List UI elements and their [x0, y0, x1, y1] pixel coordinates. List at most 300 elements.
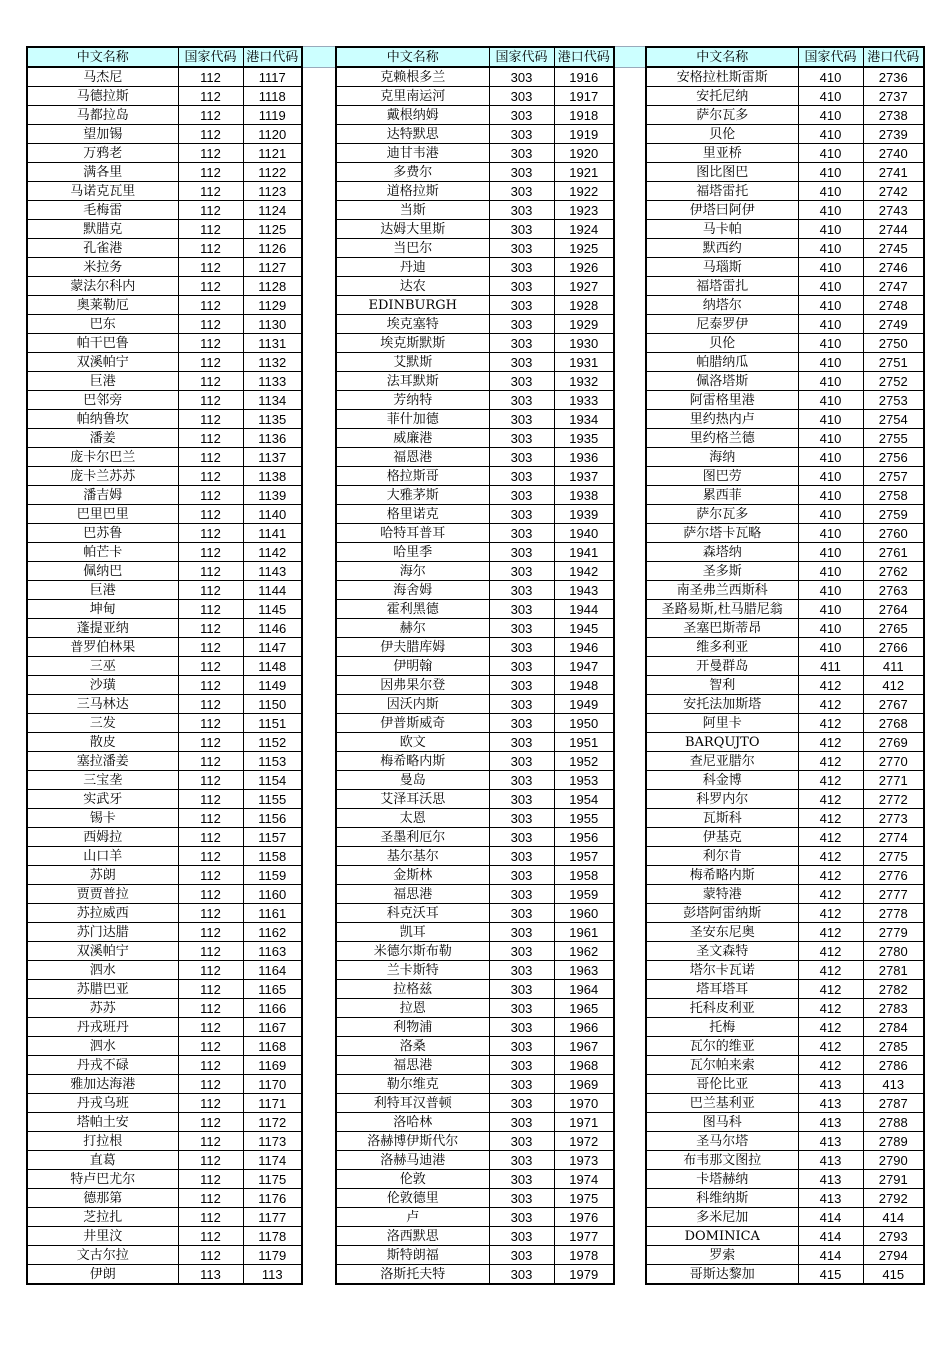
- port-code-cell: 1947: [554, 657, 614, 676]
- table-row: [27, 1170, 302, 1189]
- port-code-cell: 1122: [243, 163, 302, 182]
- table-row: [336, 771, 614, 790]
- country-code-cell: 112: [178, 809, 243, 828]
- port-code-cell: 1157: [243, 828, 302, 847]
- port-code-cell: 1156: [243, 809, 302, 828]
- port-name-cell: 打拉根: [27, 1132, 178, 1151]
- port-code-cell: 2757: [863, 467, 924, 486]
- country-code-cell: 112: [178, 543, 243, 562]
- port-code-cell: 1967: [554, 1037, 614, 1056]
- country-code-cell: 410: [798, 505, 863, 524]
- country-code-cell: 412: [798, 847, 863, 866]
- header-fill-gap-1: [300, 46, 336, 68]
- table-row: [336, 448, 614, 467]
- port-name-cell: 圣路易斯,杜马腊尼翁: [646, 600, 798, 619]
- country-code-cell: 303: [489, 543, 554, 562]
- port-name-cell: 佩纳巴: [27, 562, 178, 581]
- port-code-cell: 1949: [554, 695, 614, 714]
- country-code-cell: 112: [178, 1094, 243, 1113]
- port-code-cell: 2748: [863, 296, 924, 315]
- port-name-cell: 拉格兹: [336, 980, 489, 999]
- port-name-cell: 塔帕土安: [27, 1113, 178, 1132]
- port-code-cell: 2765: [863, 619, 924, 638]
- port-name-cell: 哥伦比亚: [646, 1075, 798, 1094]
- port-name-cell: 洛桑: [336, 1037, 489, 1056]
- port-code-cell: 1158: [243, 847, 302, 866]
- port-code-cell: 1944: [554, 600, 614, 619]
- port-code-cell: 1953: [554, 771, 614, 790]
- port-name-cell: 马德拉斯: [27, 87, 178, 106]
- port-code-cell: 2774: [863, 828, 924, 847]
- country-code-cell: 303: [489, 1113, 554, 1132]
- country-code-cell: 410: [798, 448, 863, 467]
- country-code-cell: 412: [798, 866, 863, 885]
- country-code-cell: 303: [489, 239, 554, 258]
- table-row: [27, 182, 302, 201]
- country-code-cell: 303: [489, 961, 554, 980]
- table-row: [27, 543, 302, 562]
- table-row: [27, 125, 302, 144]
- country-code-cell: 303: [489, 144, 554, 163]
- port-name-cell: 当巴尔: [336, 239, 489, 258]
- table-row: [646, 543, 924, 562]
- port-code-cell: 1146: [243, 619, 302, 638]
- country-code-cell: 413: [798, 1113, 863, 1132]
- port-code-cell: 2745: [863, 239, 924, 258]
- port-name-cell: 阿里卡: [646, 714, 798, 733]
- country-code-cell: 414: [798, 1246, 863, 1265]
- country-code-cell: 412: [798, 828, 863, 847]
- country-code-cell: 112: [178, 999, 243, 1018]
- port-code-cell: 1929: [554, 315, 614, 334]
- country-code-cell: 410: [798, 353, 863, 372]
- port-code-cell: 2766: [863, 638, 924, 657]
- port-name-cell: 纳塔尔: [646, 296, 798, 315]
- port-code-cell: 1136: [243, 429, 302, 448]
- country-code-cell: 413: [798, 1075, 863, 1094]
- country-code-cell: 303: [489, 163, 554, 182]
- table-row: [336, 752, 614, 771]
- port-code-cell: 1161: [243, 904, 302, 923]
- country-code-cell: 303: [489, 334, 554, 353]
- port-name-cell: 曼岛: [336, 771, 489, 790]
- table-row: [27, 524, 302, 543]
- table-row: [27, 638, 302, 657]
- table-row: [27, 1075, 302, 1094]
- port-code-cell: 2773: [863, 809, 924, 828]
- country-code-cell: 113: [178, 1265, 243, 1285]
- port-code-cell: 2741: [863, 163, 924, 182]
- port-name-cell: 威廉港: [336, 429, 489, 448]
- port-code-cell: 2755: [863, 429, 924, 448]
- table-row: [27, 961, 302, 980]
- country-code-cell: 303: [489, 524, 554, 543]
- country-code-cell: 112: [178, 980, 243, 999]
- port-name-cell: 苏门达腊: [27, 923, 178, 942]
- country-code-cell: 112: [178, 847, 243, 866]
- port-name-cell: 圣文森特: [646, 942, 798, 961]
- country-code-cell: 112: [178, 220, 243, 239]
- port-code-cell: 1916: [554, 67, 614, 87]
- country-code-cell: 303: [489, 505, 554, 524]
- port-code-cell: 1970: [554, 1094, 614, 1113]
- table-row: [646, 809, 924, 828]
- port-code-cell: 1169: [243, 1056, 302, 1075]
- table-row: [27, 67, 302, 87]
- country-code-cell: 303: [489, 1132, 554, 1151]
- port-name-cell: 实武牙: [27, 790, 178, 809]
- port-code-cell: 1935: [554, 429, 614, 448]
- port-name-cell: 三马林达: [27, 695, 178, 714]
- country-code-cell: 303: [489, 942, 554, 961]
- country-code-cell: 112: [178, 448, 243, 467]
- port-name-cell: 森塔纳: [646, 543, 798, 562]
- port-name-cell: 瓦尔的维亚: [646, 1037, 798, 1056]
- country-code-cell: 410: [798, 619, 863, 638]
- column-header-port-code: 港口代码: [243, 47, 302, 67]
- table-row: [27, 714, 302, 733]
- port-code-cell: 2756: [863, 448, 924, 467]
- port-name-cell: 伊夫腊库姆: [336, 638, 489, 657]
- table-row: [336, 1189, 614, 1208]
- country-code-cell: 112: [178, 239, 243, 258]
- port-code-cell: 1141: [243, 524, 302, 543]
- port-code-cell: 1966: [554, 1018, 614, 1037]
- country-code-cell: 303: [489, 600, 554, 619]
- port-code-cell: 2736: [863, 67, 924, 87]
- table-row: [336, 581, 614, 600]
- country-code-cell: 112: [178, 505, 243, 524]
- table-row: [646, 1246, 924, 1265]
- port-code-cell: 1973: [554, 1151, 614, 1170]
- port-code-cell: 1148: [243, 657, 302, 676]
- table-row: [27, 847, 302, 866]
- country-code-cell: 410: [798, 334, 863, 353]
- country-code-cell: 112: [178, 923, 243, 942]
- port-name-cell: 奥莱勒厄: [27, 296, 178, 315]
- port-code-cell: 1171: [243, 1094, 302, 1113]
- port-name-cell: 圣塞巴斯蒂昂: [646, 619, 798, 638]
- table-row: [646, 1208, 924, 1227]
- port-name-cell: 潘姜: [27, 429, 178, 448]
- table-row: [336, 163, 614, 182]
- port-code-cell: 2794: [863, 1246, 924, 1265]
- port-code-table-3: [645, 46, 925, 1285]
- port-name-cell: 丹戎班丹: [27, 1018, 178, 1037]
- port-name-cell: 海舍姆: [336, 581, 489, 600]
- country-code-cell: 303: [489, 771, 554, 790]
- table-body: [336, 67, 614, 1284]
- country-code-cell: 112: [178, 885, 243, 904]
- port-code-cell: 1142: [243, 543, 302, 562]
- port-code-cell: 2775: [863, 847, 924, 866]
- table-row: [646, 220, 924, 239]
- port-code-cell: 1918: [554, 106, 614, 125]
- country-code-cell: 303: [489, 353, 554, 372]
- port-name-cell: 托梅: [646, 1018, 798, 1037]
- port-code-cell: 1127: [243, 258, 302, 277]
- table-body: [27, 67, 302, 1284]
- table-row: [646, 961, 924, 980]
- table-row: [336, 809, 614, 828]
- port-name-cell: 南圣弗兰西斯科: [646, 581, 798, 600]
- table-row: [27, 809, 302, 828]
- port-code-cell: 2785: [863, 1037, 924, 1056]
- table-row: [27, 562, 302, 581]
- table-row: [646, 524, 924, 543]
- port-name-cell: 芳纳特: [336, 391, 489, 410]
- port-name-cell: 米拉务: [27, 258, 178, 277]
- table-row: [336, 904, 614, 923]
- country-code-cell: 413: [798, 1132, 863, 1151]
- port-code-cell: 1920: [554, 144, 614, 163]
- country-code-cell: 410: [798, 543, 863, 562]
- port-name-cell: 科克沃耳: [336, 904, 489, 923]
- table-row: [646, 144, 924, 163]
- port-code-cell: 1968: [554, 1056, 614, 1075]
- port-name-cell: 蓬提亚纳: [27, 619, 178, 638]
- table-row: [646, 1037, 924, 1056]
- port-code-cell: 2752: [863, 372, 924, 391]
- port-name-cell: 霍利黑德: [336, 600, 489, 619]
- table-row: [27, 391, 302, 410]
- port-code-cell: 1928: [554, 296, 614, 315]
- port-name-cell: 巨港: [27, 372, 178, 391]
- port-name-cell: 迪甘韦港: [336, 144, 489, 163]
- table-row: [27, 1208, 302, 1227]
- table-row: [336, 486, 614, 505]
- port-code-cell: 414: [863, 1208, 924, 1227]
- table-row: [336, 638, 614, 657]
- table-row: [336, 277, 614, 296]
- table-row: [646, 1170, 924, 1189]
- table-row: [336, 600, 614, 619]
- port-code-cell: 1961: [554, 923, 614, 942]
- port-name-cell: 萨尔瓦多: [646, 106, 798, 125]
- country-code-cell: 112: [178, 600, 243, 619]
- table-row: [336, 657, 614, 676]
- table-row: [646, 277, 924, 296]
- country-code-cell: 112: [178, 1056, 243, 1075]
- port-name-cell: 太恩: [336, 809, 489, 828]
- country-code-cell: 303: [489, 315, 554, 334]
- table-row: [336, 866, 614, 885]
- table-row: [646, 353, 924, 372]
- port-code-cell: 2742: [863, 182, 924, 201]
- port-name-cell: 艾默斯: [336, 353, 489, 372]
- port-name-cell: BARQUJTO: [646, 733, 798, 752]
- port-name-cell: 马都拉岛: [27, 106, 178, 125]
- port-code-cell: 2769: [863, 733, 924, 752]
- table-row: [27, 733, 302, 752]
- country-code-cell: 112: [178, 1037, 243, 1056]
- table-row: [27, 201, 302, 220]
- port-name-cell: 特卢巴尤尔: [27, 1170, 178, 1189]
- table-row: [27, 581, 302, 600]
- port-code-cell: 2777: [863, 885, 924, 904]
- port-code-cell: 2781: [863, 961, 924, 980]
- port-code-cell: 1923: [554, 201, 614, 220]
- port-name-cell: 当斯: [336, 201, 489, 220]
- port-code-cell: 1939: [554, 505, 614, 524]
- port-code-cell: 2784: [863, 1018, 924, 1037]
- port-name-cell: 圣安东尼奥: [646, 923, 798, 942]
- port-name-cell: 文古尔拉: [27, 1246, 178, 1265]
- port-code-cell: 1151: [243, 714, 302, 733]
- port-code-cell: 1933: [554, 391, 614, 410]
- port-code-cell: 2789: [863, 1132, 924, 1151]
- country-code-cell: 112: [178, 619, 243, 638]
- country-code-cell: 412: [798, 714, 863, 733]
- country-code-cell: 410: [798, 258, 863, 277]
- port-name-cell: 道格拉斯: [336, 182, 489, 201]
- port-name-cell: 潘吉姆: [27, 486, 178, 505]
- port-code-cell: 1952: [554, 752, 614, 771]
- table-row: [646, 125, 924, 144]
- table-row: [336, 1075, 614, 1094]
- port-name-cell: 图巴劳: [646, 467, 798, 486]
- port-name-cell: 沙璜: [27, 676, 178, 695]
- country-code-cell: 412: [798, 771, 863, 790]
- port-name-cell: 哥斯达黎加: [646, 1265, 798, 1285]
- port-name-cell: 塞拉潘姜: [27, 752, 178, 771]
- country-code-cell: 412: [798, 942, 863, 961]
- country-code-cell: 410: [798, 429, 863, 448]
- port-name-cell: 菲什加德: [336, 410, 489, 429]
- country-code-cell: 112: [178, 752, 243, 771]
- port-name-cell: 里约格兰德: [646, 429, 798, 448]
- table-row: [646, 942, 924, 961]
- port-code-cell: 1924: [554, 220, 614, 239]
- country-code-cell: 112: [178, 771, 243, 790]
- country-code-cell: 112: [178, 67, 243, 87]
- port-code-cell: 113: [243, 1265, 302, 1285]
- port-code-cell: 1925: [554, 239, 614, 258]
- table-row: [646, 1113, 924, 1132]
- port-code-cell: 2787: [863, 1094, 924, 1113]
- table-row: [646, 391, 924, 410]
- table-row: [336, 923, 614, 942]
- port-code-cell: 1153: [243, 752, 302, 771]
- country-code-cell: 410: [798, 144, 863, 163]
- table-row: [27, 790, 302, 809]
- port-code-cell: 2746: [863, 258, 924, 277]
- port-code-cell: 1174: [243, 1151, 302, 1170]
- port-code-cell: 1941: [554, 543, 614, 562]
- port-name-cell: 毛梅雷: [27, 201, 178, 220]
- table-row: [27, 106, 302, 125]
- table-row: [27, 1018, 302, 1037]
- table-row: [336, 67, 614, 87]
- port-code-cell: 2763: [863, 581, 924, 600]
- port-code-cell: 1937: [554, 467, 614, 486]
- port-code-cell: 1162: [243, 923, 302, 942]
- table-row: [646, 410, 924, 429]
- country-code-cell: 112: [178, 657, 243, 676]
- country-code-cell: 410: [798, 163, 863, 182]
- port-code-cell: 1164: [243, 961, 302, 980]
- port-name-cell: 伦敦: [336, 1170, 489, 1189]
- port-name-cell: 西姆拉: [27, 828, 178, 847]
- port-code-cell: 1948: [554, 676, 614, 695]
- table-row: [27, 429, 302, 448]
- country-code-cell: 410: [798, 67, 863, 87]
- port-code-cell: 2771: [863, 771, 924, 790]
- country-code-cell: 410: [798, 638, 863, 657]
- port-name-cell: 洛哈林: [336, 1113, 489, 1132]
- country-code-cell: 303: [489, 258, 554, 277]
- port-code-cell: 1120: [243, 125, 302, 144]
- port-code-cell: 2749: [863, 315, 924, 334]
- port-name-cell: 哈特耳普耳: [336, 524, 489, 543]
- port-code-cell: 2790: [863, 1151, 924, 1170]
- port-name-cell: 蒙特港: [646, 885, 798, 904]
- country-code-cell: 112: [178, 144, 243, 163]
- port-name-cell: 赫尔: [336, 619, 489, 638]
- port-code-cell: 1125: [243, 220, 302, 239]
- table-row: [27, 1227, 302, 1246]
- port-code-cell: 1124: [243, 201, 302, 220]
- port-name-cell: 马诺克瓦里: [27, 182, 178, 201]
- country-code-cell: 412: [798, 980, 863, 999]
- table-row: [336, 353, 614, 372]
- port-name-cell: 安托法加斯塔: [646, 695, 798, 714]
- column-header-country-code: 国家代码: [178, 47, 243, 67]
- port-code-cell: 1159: [243, 866, 302, 885]
- port-name-cell: 洛赫博伊斯代尔: [336, 1132, 489, 1151]
- port-name-cell: 锡卡: [27, 809, 178, 828]
- country-code-cell: 410: [798, 239, 863, 258]
- country-code-cell: 303: [489, 87, 554, 106]
- port-code-cell: 1176: [243, 1189, 302, 1208]
- port-name-cell: 直葛: [27, 1151, 178, 1170]
- port-name-cell: 达特默思: [336, 125, 489, 144]
- table-row: [27, 866, 302, 885]
- port-code-cell: 1921: [554, 163, 614, 182]
- port-code-cell: 1121: [243, 144, 302, 163]
- table-row: [336, 942, 614, 961]
- country-code-cell: 303: [489, 410, 554, 429]
- port-name-cell: 阿雷格里港: [646, 391, 798, 410]
- port-code-cell: 2751: [863, 353, 924, 372]
- port-name-cell: 科罗内尔: [646, 790, 798, 809]
- port-name-cell: 格拉斯哥: [336, 467, 489, 486]
- port-code-cell: 1128: [243, 277, 302, 296]
- table-row: [336, 1132, 614, 1151]
- country-code-cell: 412: [798, 790, 863, 809]
- port-name-cell: 贝伦: [646, 334, 798, 353]
- port-name-cell: 孔雀港: [27, 239, 178, 258]
- port-name-cell: 山口羊: [27, 847, 178, 866]
- port-code-cell: 1975: [554, 1189, 614, 1208]
- table-row: [27, 258, 302, 277]
- port-name-cell: 伊朗: [27, 1265, 178, 1285]
- table-row: [27, 296, 302, 315]
- country-code-cell: 410: [798, 201, 863, 220]
- port-name-cell: 萨尔瓦多: [646, 505, 798, 524]
- port-code-cell: 2743: [863, 201, 924, 220]
- port-code-cell: 1167: [243, 1018, 302, 1037]
- port-name-cell: 三发: [27, 714, 178, 733]
- country-code-cell: 410: [798, 277, 863, 296]
- port-name-cell: 科金博: [646, 771, 798, 790]
- country-code-cell: 112: [178, 828, 243, 847]
- table-row: [646, 714, 924, 733]
- port-code-cell: 2744: [863, 220, 924, 239]
- port-name-cell: 利特耳汉普顿: [336, 1094, 489, 1113]
- port-name-cell: 贾贾普拉: [27, 885, 178, 904]
- table-row: [336, 106, 614, 125]
